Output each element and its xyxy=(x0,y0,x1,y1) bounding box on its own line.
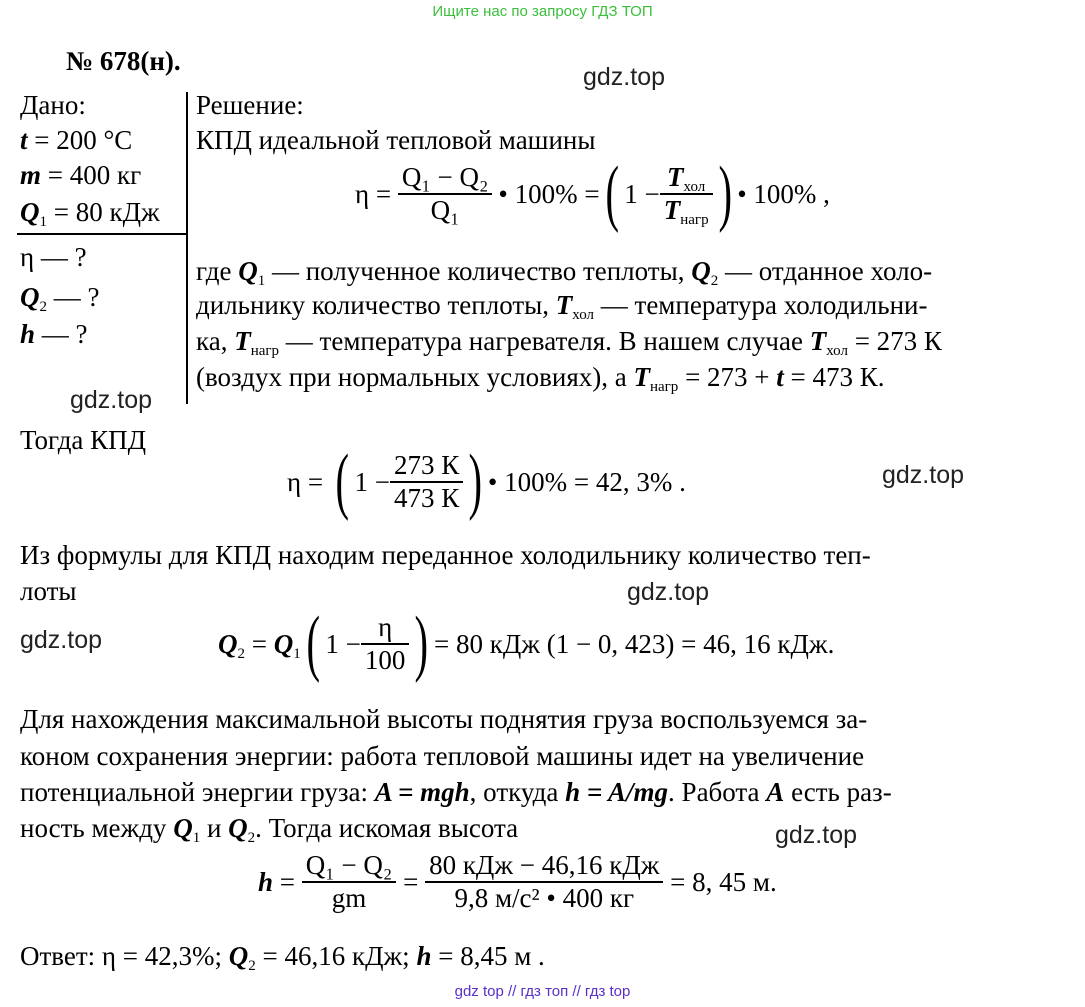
fraction-temps: $\frac{273 К}{473 К}$ xyxy=(390,450,463,514)
given-divider xyxy=(186,92,188,404)
find-h: h — ? xyxy=(20,319,88,349)
paragraph-1-line-4: (воздух при нормальных условиях), а $T_{нагр} = 273 + t = 473$ К. xyxy=(196,362,885,395)
paragraph-2-line-2: лоты xyxy=(20,576,77,606)
answer: Ответ: η = 42,3%; $Q_2 = 46,16$ кДж; h = 8,45 м . xyxy=(20,941,545,974)
solution-intro: КПД идеальной тепловой машины xyxy=(196,125,596,155)
equation-q2: $Q_2 = Q_1$ ( 1 − $\frac{\eta}{100}$ ) = 80 кДж (1 − 0, 423) = 46, 16 кДж. xyxy=(218,602,835,685)
find-q2: $Q_2$ — ? xyxy=(20,282,100,315)
watermark: gdz.top xyxy=(627,578,710,606)
paragraph-1-line-2: дильнику количество теплоты, $T_{хол}$ — температура холодильни- xyxy=(196,290,928,323)
watermark: gdz.top xyxy=(70,386,153,414)
paragraph-3-line-3: потенциальной энергии груза: A = mgh, откуда h = A/mg. Работа A есть раз- xyxy=(20,777,892,807)
problem-number: № 678(н). xyxy=(66,46,181,76)
paragraph-3-line-2: коном сохранения энергии: работа тепловой машины идет на увеличение xyxy=(20,741,865,771)
equation-efficiency: η = $\frac{\text{Q₁ − Q₂}}{\text{Q₁}}$ • 100% = ( 1 − $\frac{T_{хол}}{T_{нагр}}$ ) • 100% , xyxy=(355,152,830,235)
then-kpd: Тогда КПД xyxy=(20,425,147,455)
paragraph-3-line-1: Для нахождения максимальной высоты поднятия груза воспользуемся за- xyxy=(20,704,868,734)
paragraph-1-line-3: ка, $T_{нагр}$ — температура нагревателя. В нашем случае $T_{хол} = 273$ К xyxy=(196,326,942,359)
given-t: t = 200 °С xyxy=(20,125,133,155)
fraction-q: $\frac{\text{Q₁ − Q₂}}{\text{Q₁}}$ xyxy=(398,162,493,226)
bottom-banner[interactable]: gdz top // гдз топ // гдз top xyxy=(454,983,631,1000)
paragraph-3-line-4: ность между $Q_1$ и $Q_2$. Тогда искомая высота xyxy=(20,813,519,846)
find-eta: η — ? xyxy=(20,242,87,272)
fraction-height-numeric: $\frac{\text{80 кДж − 46,16 кДж}}{\text{9,8 м/с² • 400 кг}}$ xyxy=(425,850,663,914)
top-banner[interactable]: Ищите нас по запросу ГДЗ ТОП xyxy=(432,3,653,20)
given-underline xyxy=(17,233,188,235)
solution-header: Решение: xyxy=(196,90,304,120)
fraction-eta: $\frac{\eta}{100}$ xyxy=(361,612,410,676)
given-header: Дано: xyxy=(20,90,86,120)
paragraph-1-line-1: где $Q_1$ — полученное количество теплоты, $Q_2$ — отданное холо- xyxy=(196,256,933,289)
equation-height: h = $\frac{\text{Q₁ − Q₂}}{gm}$ = $\frac{\text{80 кДж − 46,16 кДж}}{\text{9,8 м/с² • 400 кг}}$ = 8, 45 м. xyxy=(258,850,777,914)
watermark: gdz.top xyxy=(775,821,858,849)
fraction-height-symbolic: $\frac{\text{Q₁ − Q₂}}{gm}$ xyxy=(302,850,397,914)
watermark: gdz.top xyxy=(882,461,965,489)
watermark: gdz.top xyxy=(583,63,666,91)
paragraph-2-line-1: Из формулы для КПД находим переданное холодильнику количество теп- xyxy=(20,540,871,570)
given-q1: $Q_1 = 80$ кДж xyxy=(20,197,160,230)
fraction-t: $\frac{T_{хол}}{T_{нагр}}$ xyxy=(660,162,713,226)
equation-kpd-value: η = ( 1 − $\frac{273 К}{473 К}$ ) • 100% = 42, 3% . xyxy=(287,440,686,523)
given-m: m = 400 кг xyxy=(20,160,142,190)
watermark: gdz.top xyxy=(20,626,103,654)
